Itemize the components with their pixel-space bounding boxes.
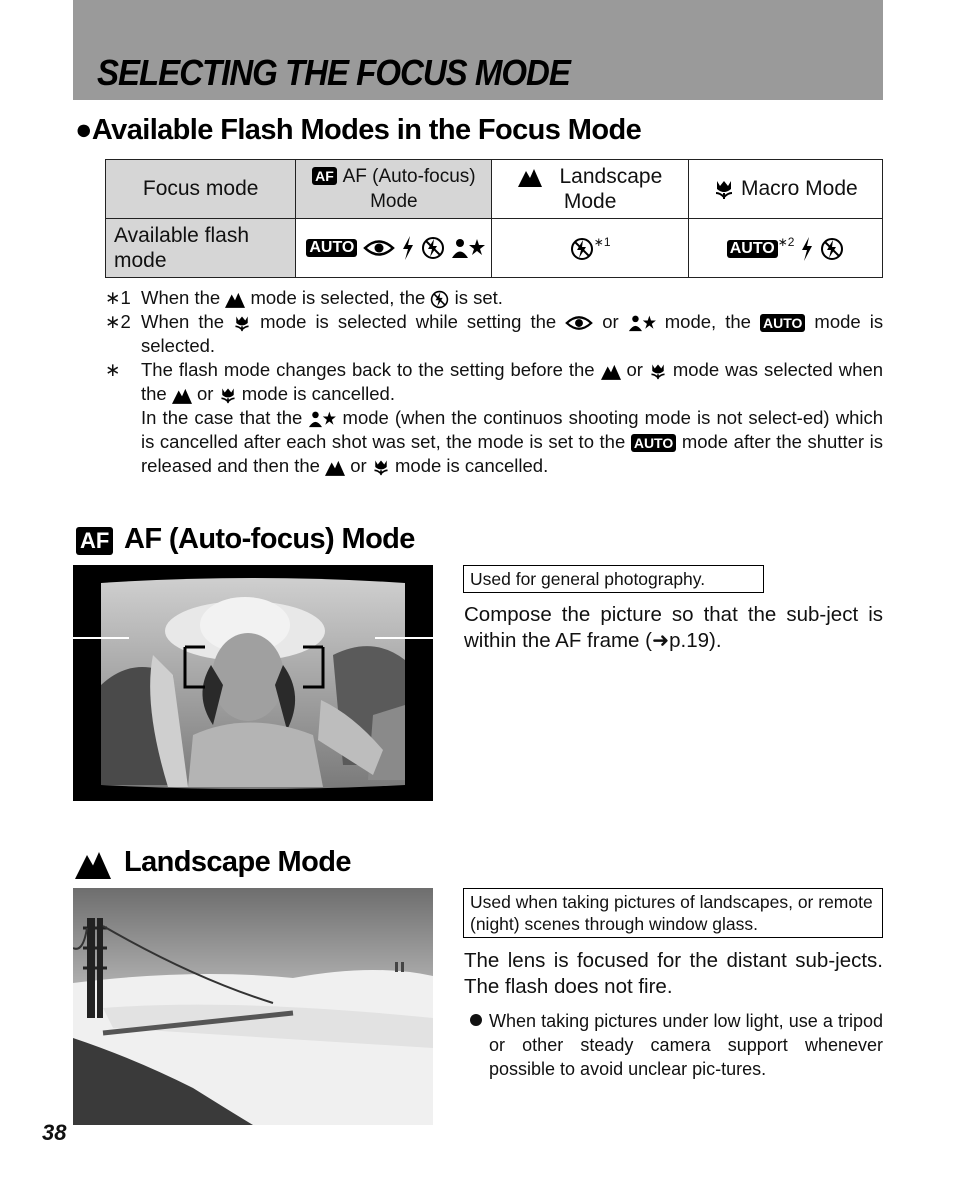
footnotes (105, 286, 883, 478)
available-flash-label: Available flash mode (106, 219, 296, 278)
footnote-1: ∗1 When the mode is selected, the is set. (105, 287, 503, 308)
tulip-icon (233, 314, 251, 332)
slow-sync-icon (451, 237, 485, 259)
footnote-2: ∗2 When the mode is selected while setting the or mode, the AUTO mode is selected. (105, 311, 884, 356)
landscape-usage-box: Used when taking pictures of landscapes, or remote (night) scenes through window glass. (463, 888, 883, 938)
tulip-icon (372, 458, 390, 476)
flash-icon (800, 237, 814, 261)
page-number: 38 (42, 1120, 67, 1145)
focus-mode-header: Focus mode (106, 160, 296, 219)
landscape-flash-modes (492, 219, 688, 278)
mountain-icon (325, 459, 345, 476)
af-icon: AF (312, 167, 337, 185)
af-viewfinder-photo (73, 565, 433, 801)
macro-column-header: Macro Mode (688, 160, 882, 219)
landscape-description: The lens is focused for the distant sub-jects. The flash does not fire. (464, 949, 883, 998)
flash-off-icon (430, 290, 449, 309)
header-bar (73, 0, 883, 100)
section-title-landscape: Landscape Mode (124, 846, 351, 878)
slow-sync-icon (628, 314, 656, 332)
flash-off-icon (820, 237, 844, 261)
flash-icon (401, 236, 415, 260)
slow-sync-icon (308, 410, 336, 428)
page-title: SELECTING THE FOCUS MODE (97, 52, 570, 93)
af-photo-illustration (73, 565, 433, 801)
landscape-column-header: Landscape Mode (492, 160, 688, 219)
tulip-icon (649, 362, 667, 380)
af-flash-modes (296, 219, 492, 278)
flash-off-icon (570, 237, 594, 261)
af-column-header: AF AF (Auto-focus) Mode (296, 160, 492, 219)
tulip-icon (219, 386, 237, 404)
red-eye-icon (363, 238, 395, 258)
red-eye-icon (565, 314, 593, 332)
flash-off-icon (421, 236, 445, 260)
section-title-flash-modes: ●Available Flash Modes in the Focus Mode (75, 114, 642, 146)
auto-flash-icon: AUTO (727, 240, 778, 258)
auto-flash-icon: AUTO (760, 314, 805, 332)
mountain-icon (225, 291, 245, 308)
mountain-icon (172, 387, 192, 404)
tulip-icon (713, 178, 735, 200)
landscape-photo (73, 888, 433, 1125)
auto-flash-icon: AUTO (306, 239, 357, 257)
bullet-dot (470, 1014, 482, 1026)
auto-flash-icon: AUTO (631, 434, 676, 452)
mountain-icon (518, 167, 542, 187)
landscape-tip: When taking pictures under low light, use a tripod or other steady camera support whenever possible to avoid unclear pic-tures. (466, 1009, 883, 1081)
mountain-icon (74, 849, 112, 879)
section-title-af: AF (Auto-focus) Mode (124, 523, 415, 555)
mountain-icon (601, 363, 621, 380)
footnote-ref-2: ∗2 (777, 235, 795, 250)
af-icon: AF (76, 527, 113, 555)
bridge-fog-illustration (73, 888, 433, 1125)
footnote-3: ∗ The flash mode changes back to the setting before the or mode was selected when the or mode is cancelled. In the case that the mode (when the continuos shooting mode is not select-ed) which is cancelled after each shot was set, the mode is set to the AUTO mode after the shutter is released and then the or mode is cancelled. (105, 359, 884, 476)
macro-flash-modes (688, 219, 882, 278)
flash-modes-table (105, 159, 883, 278)
af-description: Compose the picture so that the sub-ject is within the AF frame (➜p.19). (464, 603, 883, 652)
footnote-ref-1: ∗1 (593, 235, 611, 250)
af-usage-box: Used for general photography. (463, 565, 764, 593)
af-section-heading (76, 527, 113, 555)
